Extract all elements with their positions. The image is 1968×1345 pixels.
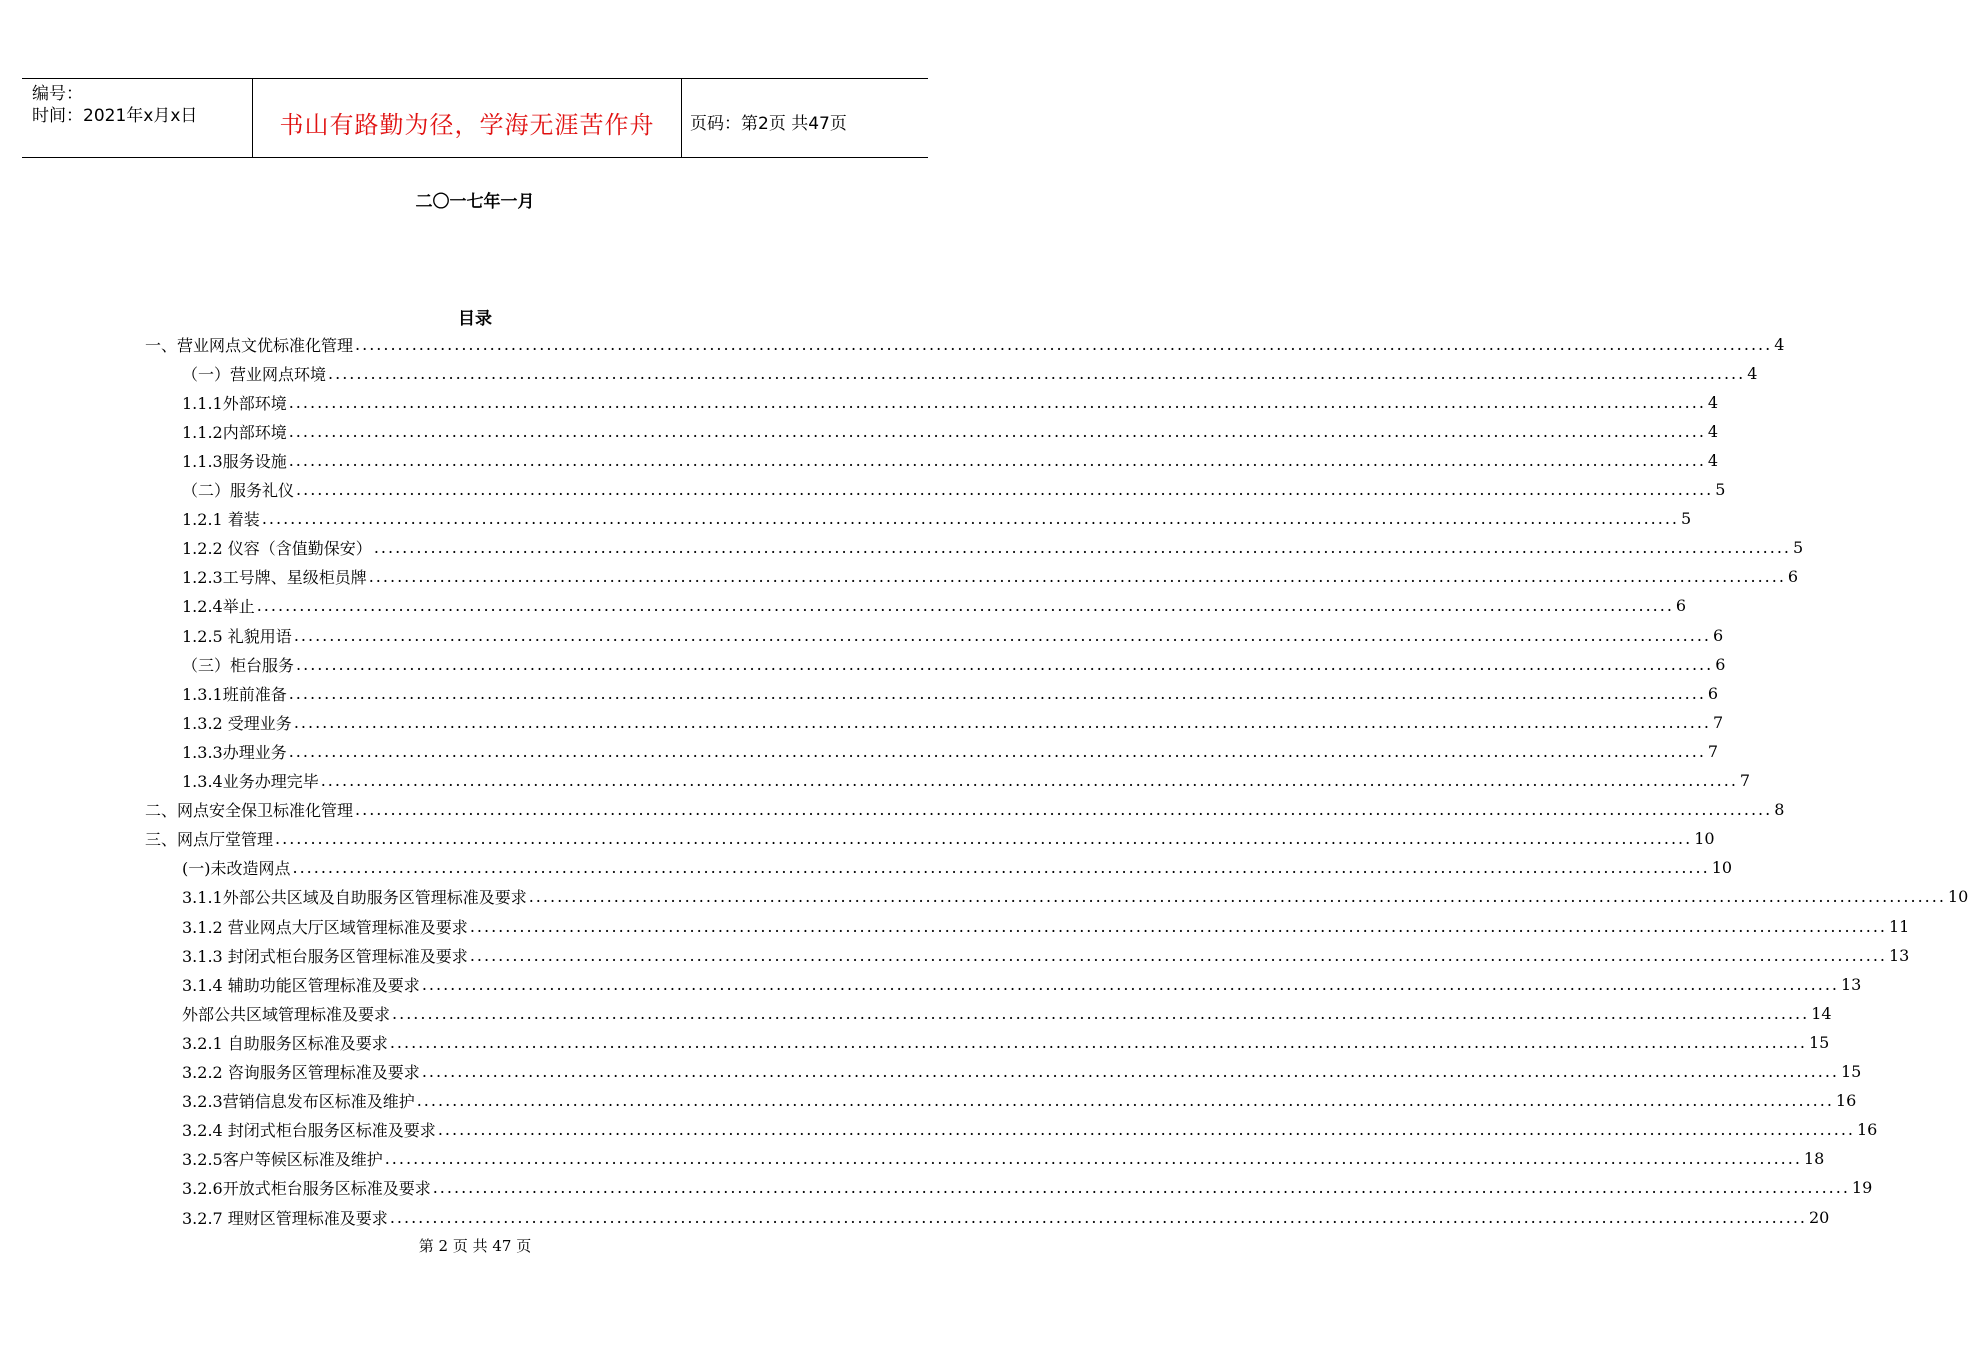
toc-entry[interactable] bbox=[182, 883, 1968, 911]
toc-entry-page: 15 bbox=[1841, 1062, 1862, 1081]
document-date: 二〇一七年一月 bbox=[415, 192, 535, 212]
toc-leader-dots: ........................................................................................................................................................................................................ bbox=[355, 334, 1773, 354]
toc-entry-page: 13 bbox=[1841, 974, 1862, 994]
toc-entry-page: 4 bbox=[1707, 392, 1719, 412]
toc-entry-page: 4 bbox=[1707, 450, 1719, 470]
toc-entry-text: 1.2.4举止 bbox=[182, 597, 255, 617]
header-motto: 书山有路勤为径，学海无涯苦作舟 bbox=[279, 111, 655, 139]
header-number-label: 编号： bbox=[32, 84, 83, 104]
toc-entry[interactable] bbox=[182, 1145, 1825, 1173]
toc-leader-dots: ........................................................................................................................................................................................................ bbox=[293, 712, 1711, 732]
toc-entry-text: 3.2.7 理财区管理标准及要求 bbox=[182, 1208, 388, 1228]
toc-entry-text: 1.2.1 着装 bbox=[182, 510, 260, 530]
toc-entry[interactable] bbox=[145, 825, 1715, 853]
toc-entry[interactable] bbox=[182, 563, 1799, 591]
toc-entry[interactable] bbox=[145, 796, 1785, 824]
toc-leader-dots: ........................................................................................................................................................................................................ bbox=[421, 974, 1839, 994]
toc-entry-page: 6 bbox=[1715, 654, 1726, 674]
toc-entry-text: 1.2.2 仪容（含值勤保安） bbox=[182, 539, 372, 559]
toc-entry-page: 15 bbox=[1809, 1032, 1830, 1052]
toc-entry-page: 10 bbox=[1694, 829, 1715, 849]
toc-entry-page: 19 bbox=[1851, 1178, 1873, 1198]
toc-entry-text: 3.1.4 辅助功能区管理标准及要求 bbox=[182, 975, 420, 995]
toc-entry-page: 20 bbox=[1809, 1207, 1830, 1227]
toc-entry-text: 1.2.3工号牌、星级柜员牌 bbox=[182, 568, 367, 588]
toc-entry-text: 3.1.1外部公共区域及自助服务区管理标准及要求 bbox=[182, 888, 527, 908]
toc-entry-page: 11 bbox=[1889, 916, 1910, 936]
toc-entry[interactable] bbox=[182, 999, 1832, 1027]
toc-entry[interactable] bbox=[182, 592, 1687, 620]
toc-entry[interactable] bbox=[182, 1174, 1873, 1202]
toc-entry-page: 5 bbox=[1715, 480, 1726, 499]
toc-entry-page: 6 bbox=[1713, 625, 1724, 645]
toc-entry-page: 7 bbox=[1707, 741, 1719, 761]
document-header bbox=[22, 78, 928, 158]
toc-entry-page: 4 bbox=[1747, 363, 1758, 383]
toc-entry-text: (一)未改造网点 bbox=[182, 859, 291, 879]
toc-entry[interactable] bbox=[182, 1116, 1878, 1144]
toc-entry-text: （一）营业网点环境 bbox=[182, 364, 327, 384]
header-time-label: 时间：2021年x月x日 bbox=[32, 106, 198, 126]
toc-entry-text: 1.1.1外部环境 bbox=[182, 393, 287, 413]
toc-title: 目录 bbox=[458, 309, 492, 329]
header-page-info: 页码：第2页 共47页 bbox=[690, 114, 847, 134]
toc-entry[interactable] bbox=[145, 330, 1785, 358]
toc-entry-number: 一、 bbox=[145, 335, 178, 355]
toc-leader-dots: ........................................................................................................................................................................................................ bbox=[368, 567, 1786, 587]
toc-entry-page: 5 bbox=[1793, 538, 1804, 558]
header-meta bbox=[32, 83, 197, 127]
toc-entry[interactable] bbox=[182, 854, 1733, 882]
toc-entry[interactable] bbox=[182, 941, 1910, 969]
toc-entry-text: 三、网点厅堂管理 bbox=[145, 830, 274, 850]
toc-leader-dots: ........................................................................................................................................................................................................ bbox=[384, 1149, 1802, 1169]
toc-entry-text: （三）柜台服务 bbox=[182, 655, 295, 675]
toc-entry-text: 二、网点安全保卫标准化管理 bbox=[145, 801, 354, 821]
toc-leader-dots: ........................................................................................................................................................................................................ bbox=[288, 741, 1706, 761]
toc-entry[interactable] bbox=[182, 417, 1719, 445]
toc-entry-page: 16 bbox=[1857, 1120, 1878, 1140]
toc-entry-page: 18 bbox=[1803, 1149, 1825, 1169]
toc-entry-page: 4 bbox=[1774, 334, 1785, 354]
toc-entry[interactable] bbox=[182, 1028, 1830, 1056]
toc-entry-text: 3.1.3 封闭式柜台服务区管理标准及要求 bbox=[182, 946, 468, 966]
toc-entry[interactable] bbox=[182, 1203, 1830, 1231]
toc-leader-dots: ........................................................................................................................................................................................................ bbox=[389, 1032, 1807, 1052]
toc-leader-dots: ........................................................................................................................................................................................................ bbox=[355, 800, 1773, 820]
toc-leader-dots: ........................................................................................................................................................................................................ bbox=[416, 1091, 1834, 1111]
toc-entry[interactable] bbox=[182, 534, 1804, 562]
toc-entry[interactable] bbox=[182, 737, 1719, 765]
toc-leader-dots: ........................................................................................................................................................................................................ bbox=[261, 509, 1679, 529]
toc-leader-dots: ........................................................................................................................................................................................................ bbox=[275, 829, 1693, 849]
toc-entry-text: 1.3.3办理业务 bbox=[182, 742, 287, 762]
toc-entry-text: 1.3.4业务办理完毕 bbox=[182, 772, 319, 791]
page-footer: 第 2 页 共 47 页 bbox=[418, 1237, 532, 1255]
toc-entry-text: 3.2.3营销信息发布区标准及维护 bbox=[182, 1092, 415, 1112]
toc-entry[interactable] bbox=[182, 446, 1719, 474]
toc-entry-text: 3.2.2 咨询服务区管理标准及要求 bbox=[182, 1063, 420, 1082]
toc-entry-text: 1.3.2 受理业务 bbox=[182, 713, 292, 733]
toc-leader-dots: ........................................................................................................................................................................................................ bbox=[296, 480, 1714, 499]
toc-leader-dots: ........................................................................................................................................................................................................ bbox=[293, 625, 1711, 645]
toc-leader-dots: ........................................................................................................................................................................................................ bbox=[288, 421, 1706, 441]
toc-entry-text: 3.2.5客户等候区标准及维护 bbox=[182, 1150, 383, 1170]
toc-leader-dots: ........................................................................................................................................................................................................ bbox=[288, 683, 1706, 703]
toc-entry-text: （二）服务礼仪 bbox=[182, 481, 295, 500]
toc-entry[interactable] bbox=[182, 912, 1910, 940]
toc-entry-text: 3.2.4 封闭式柜台服务区标准及要求 bbox=[182, 1121, 436, 1141]
toc-entry-text: 1.1.2内部环境 bbox=[182, 422, 287, 442]
toc-entry-page: 7 bbox=[1713, 712, 1724, 732]
toc-entry-page: 8 bbox=[1774, 800, 1785, 820]
toc-entry-page: 6 bbox=[1707, 683, 1719, 703]
toc-leader-dots: ........................................................................................................................................................................................................ bbox=[296, 654, 1714, 674]
toc-leader-dots: ........................................................................................................................................................................................................ bbox=[392, 1003, 1810, 1023]
toc-entry[interactable] bbox=[182, 476, 1726, 504]
toc-leader-dots: ........................................................................................................................................................................................................ bbox=[528, 887, 1946, 907]
toc-entry-page: 14 bbox=[1811, 1003, 1832, 1023]
toc-entry[interactable] bbox=[182, 970, 1862, 998]
toc-entry-page: 4 bbox=[1707, 421, 1719, 441]
toc-entry[interactable] bbox=[182, 388, 1719, 416]
toc-entry-text: 1.3.1班前准备 bbox=[182, 684, 287, 704]
toc-entry-text: 1.1.3服务设施 bbox=[182, 451, 287, 471]
toc-entry-text: 3.2.1 自助服务区标准及要求 bbox=[182, 1033, 388, 1053]
toc-entry-page: 10 bbox=[1711, 858, 1733, 878]
toc-entry[interactable] bbox=[182, 650, 1726, 678]
toc-entry[interactable] bbox=[182, 359, 1758, 387]
toc-entry-page: 13 bbox=[1889, 945, 1910, 965]
toc-entry-text: 营业网点文优标准化管理 bbox=[177, 335, 354, 355]
toc-entry-page: 5 bbox=[1681, 509, 1692, 529]
toc-entry[interactable] bbox=[182, 767, 1751, 795]
toc-leader-dots: ........................................................................................................................................................................................................ bbox=[421, 1062, 1839, 1081]
toc-entry-page: 6 bbox=[1787, 567, 1799, 587]
toc-entry-text: 1.2.5 礼貌用语 bbox=[182, 626, 292, 646]
toc-entry[interactable] bbox=[182, 679, 1719, 707]
toc-leader-dots: ........................................................................................................................................................................................................ bbox=[288, 450, 1706, 470]
toc-leader-dots: ........................................................................................................................................................................................................ bbox=[292, 858, 1710, 878]
toc-entry-page: 7 bbox=[1739, 771, 1751, 790]
toc-entry-page: 6 bbox=[1675, 596, 1687, 616]
toc-leader-dots: ........................................................................................................................................................................................................ bbox=[288, 392, 1706, 412]
toc-entry-text: 外部公共区域管理标准及要求 bbox=[182, 1004, 391, 1024]
toc-entry-page: 16 bbox=[1835, 1091, 1857, 1111]
toc-leader-dots: ........................................................................................................................................................................................................ bbox=[469, 945, 1887, 965]
toc-entry-text: 3.1.2 营业网点大厅区域管理标准及要求 bbox=[182, 917, 468, 937]
toc-entry[interactable] bbox=[182, 621, 1724, 649]
toc-leader-dots: ........................................................................................................................................................................................................ bbox=[432, 1178, 1850, 1198]
toc-entry[interactable] bbox=[182, 1058, 1862, 1086]
toc-entry-text: 3.2.6开放式柜台服务区标准及要求 bbox=[182, 1179, 431, 1199]
toc-leader-dots: ........................................................................................................................................................................................................ bbox=[469, 916, 1887, 936]
toc-entry[interactable] bbox=[182, 1087, 1857, 1115]
toc-leader-dots: ........................................................................................................................................................................................................ bbox=[389, 1207, 1807, 1227]
header-divider-right bbox=[681, 79, 682, 157]
toc-entry[interactable] bbox=[182, 505, 1692, 533]
toc-entry-page: 10 bbox=[1947, 887, 1968, 907]
toc-leader-dots: ........................................................................................................................................................................................................ bbox=[320, 771, 1738, 790]
toc-leader-dots: ........................................................................................................................................................................................................ bbox=[437, 1120, 1855, 1140]
toc-entry[interactable] bbox=[182, 708, 1724, 736]
toc-leader-dots: ........................................................................................................................................................................................................ bbox=[256, 596, 1674, 616]
toc-leader-dots: ........................................................................................................................................................................................................ bbox=[373, 538, 1791, 558]
toc-leader-dots: ........................................................................................................................................................................................................ bbox=[328, 363, 1746, 383]
